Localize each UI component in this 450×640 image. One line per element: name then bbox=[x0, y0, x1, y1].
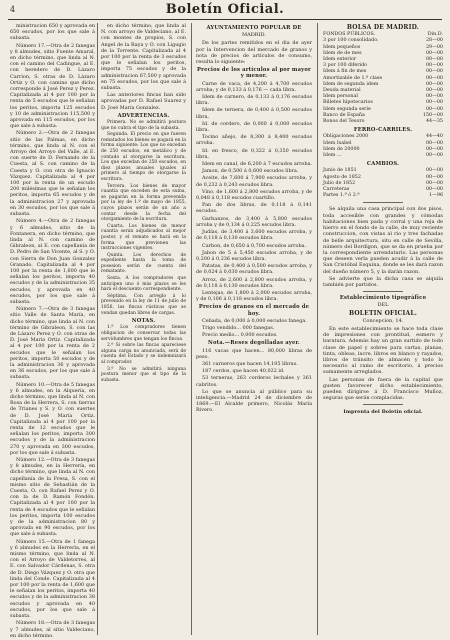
section-heading: Precios de los artículos al por mayor y menor. bbox=[197, 67, 311, 80]
row-label: Banco de España bbox=[323, 112, 365, 118]
row-label: Idem de de mes bbox=[323, 50, 362, 56]
row-value: 00—00 bbox=[425, 57, 443, 63]
row-value: 00—00 bbox=[425, 75, 443, 81]
row-value: 00—00 bbox=[425, 168, 443, 174]
paragraph: Segunda. El precio en que fueren rematados los bienes se pagará en la forma siguiente: Los que no excedan de 250 escudos, en metálico y de contado al otorgarse la escritura. Los que excedan de 250 escudos, en diez plazos anuales iguales al primero al tiempo de otorgarse la escritura. bbox=[101, 132, 186, 182]
table-row bbox=[323, 153, 443, 159]
paragraph: Se advierte que la dicha casa se alquila también por partidos. bbox=[323, 275, 443, 288]
row-value: 00—00 bbox=[425, 146, 443, 152]
paragraph: Quinta. Los derechos de expediente hasta la toma de posesion serán de cuenta del rematante. bbox=[101, 252, 186, 275]
price-item: Jabon de 5 á 5,450 escudos arroba, y de 0,200 á 0,236 escudos libra. bbox=[196, 249, 312, 262]
paragraph: Número 10.—Otra de 5 fanegas y 6 almudes, en la Alquería, en dicho término, que linda al N. con Rosa de la Herrera, S. con tierras de Trianes y S. y O. con suertes de D. José María Ortiz. Capitalizada al 4 por 100 por la renta de 12 escudos que le señalan los peritos, importa 300 escudos y de la administracion 270 y aprovada en 300 escudos, por los que sale á subasta. bbox=[10, 381, 95, 456]
paragraph: Lo que se anuncia al público para su inteligencia.—Madrid 24 de diciembre de 1869.—El Alcalde primero, Nicolás María Rivero. bbox=[196, 388, 312, 414]
paragraph: 2.ª Si sobre las fincas apareciese alguna carga no anunciada, será de cuenta del Estado y se indemnizará al comprador. bbox=[101, 343, 186, 365]
paragraph: 1.ª Los compradores tienen obligacion de conservar todas las servidumbres que tengan los fincas. bbox=[101, 325, 186, 342]
paragraph: Tercera. Los bienes de mayor cuantía que exceden de esta suma, se pagarán en la forma prevenida por la ley de 1.º de mayo de 1855, cuyos plazos serán de un año a contar desde la fecha del otorgamiento de la escritura. bbox=[101, 183, 186, 223]
row-label: Idem á fin de mes bbox=[323, 69, 367, 75]
row-label: Deuda material bbox=[323, 88, 361, 94]
row-value: 00—00 bbox=[425, 81, 443, 87]
paragraph: 3.ª No se admitirá ninguna postura menor que el tipo de la subasta. bbox=[101, 366, 186, 383]
imprint: Imprenta del Boletín oficial. bbox=[343, 409, 423, 416]
column-ayuntamiento bbox=[196, 23, 312, 635]
paragraph: Número 4.—Otra de 2 fanegas y 6 almudes, sitio de la Fontanera, en dicho término, que linda al N. con camino de Gibraleon, al E. con capellanía de D. Pedro de San Vicente, al S. y O. con Sierra de Don Juan Gonzalez Granado. Capitalizada al 4 por 100 por la renta de 1,600 que le señalan los peritos, importa 40 escudos y de la administracion 35 escudos, y aprovada en 40 escudos, por los que sale á subasta. bbox=[10, 218, 96, 305]
grain-item: Cebada, de 0,000 á 0,000 escudos fanega. bbox=[202, 317, 307, 324]
row-value: 00—00 bbox=[425, 153, 443, 159]
paragraph: 116 vacas que hacen... 80,000 libras de peso. bbox=[196, 347, 312, 360]
price-item: Carne de vaca, de 4,200 á 4,700 escudos arroba; y de 0,133 á 0,176 — cada libra. bbox=[196, 80, 312, 93]
table-row bbox=[323, 119, 443, 125]
section-heading: FERRO-CARRILES. bbox=[353, 127, 413, 134]
row-value: 150—00 bbox=[422, 112, 443, 118]
row-value: 00—00 bbox=[425, 187, 443, 193]
row-value: 00—00 bbox=[425, 88, 443, 94]
row-label: Idem ... bbox=[323, 153, 342, 159]
price-item: Jamon, de 0,500 á 0,600 escudos libra. bbox=[202, 168, 299, 175]
row-label: Julio de 1852 bbox=[323, 180, 356, 186]
row-label: Bonos del Tesoro bbox=[323, 119, 365, 125]
price-item: Aceite, de 7,600 á 7,900 escudos arroba, y de 0,232 á 0,243 escudos libra. bbox=[196, 175, 312, 188]
paragraph: 53 terneras, 263 corderos lechales y 361 cabritos. bbox=[196, 375, 312, 388]
paragraph: De los partes remitidos en el dia de ayer por la Intervencion del mercado de granos y nota de precios de artículos de consumo, resulta lo siguiente: bbox=[196, 40, 312, 66]
price-item: Pan de dos libras, de 0,118 á 0,141 escudos. bbox=[196, 202, 312, 215]
bolsa-table bbox=[323, 168, 443, 199]
row-value: 44—35 bbox=[425, 119, 443, 125]
price-item: Idem en canal, de 6,200 á 7 escudos arroba. bbox=[202, 161, 312, 168]
row-label: Idem exterior bbox=[323, 57, 357, 63]
bolsa-table bbox=[323, 134, 443, 159]
row-label: Idem personal bbox=[323, 94, 358, 100]
price-item: Tocino añejo, de 8,300 á 8,400 escudos arroba. bbox=[196, 134, 312, 147]
row-label: Idem Isabel bbox=[323, 140, 352, 146]
price-item: Vino, de 1,600 á 2,800 escudos arroba, y de 0,048 á 0,118 escudos cuartillo. bbox=[196, 188, 312, 202]
paragraph: 361 carneros que hacen 14,105 libras. bbox=[202, 360, 298, 367]
price-item: Id. en fresco, de 0,322 á 0,350 escudos libra. bbox=[196, 147, 312, 160]
paragraph: En este establecimiento se hace toda clase de impresiones con prontitud, esmero y baratura. Además hay un gran surtido de todo clase de papel y sobres para cartas, planas, tinta, obleas, lacre, libros en blanco y rayados, libros de tránsito de almacén y todo lo necesario al ramo de escritorio, á precios sumamente arreglados. bbox=[323, 325, 443, 376]
bolsa-table bbox=[323, 38, 443, 125]
price-item: Carbon, de 0,650 á 0,700 escudos arroba. bbox=[202, 242, 307, 249]
paragraph: Número 18.—Otra de 3 fanegas y 7 almudes, al sitio Valdeciano, en dicho término. bbox=[10, 620, 95, 639]
row-value: 29—00 bbox=[425, 44, 443, 50]
row-value: 44—40 bbox=[425, 134, 443, 140]
row-label: Agosto de 1852 bbox=[323, 174, 361, 180]
divider bbox=[363, 202, 403, 203]
paragraph: Cuarta. Los bienes de menor cuantía serán adjudicados al mejor postor, y el remate se hará en la forma que previenen las instrucciones vigentes. bbox=[101, 223, 186, 252]
row-label: Carreteras bbox=[323, 187, 350, 193]
paragraph: en dicho término, que linda al N. con arroyo de Valdeciano, al E. con montes de propios, S. con Angel de la Raya y O. con Ligugio de la Torrente. Capitalizada al 4 por 100 por la renta de 3 escudos que le señalan los peritos, importa 75 escudos y de la administracion 67,500 y aprovada en 75 escudos, por los que sale á subasta. bbox=[101, 23, 186, 92]
row-label: Junio de 1851 bbox=[323, 168, 357, 174]
column-divider bbox=[97, 23, 98, 635]
page-header bbox=[0, 0, 450, 20]
row-value: 00—00 bbox=[425, 50, 443, 56]
row-value: 00—00 bbox=[425, 69, 443, 75]
row-label: Idem pequeños bbox=[323, 44, 361, 50]
paragraph: Número 17.—Otra de 2 fanegas y 8 almudes, sitio Fuente Amaral, en dicho término, que linda al N. con el camino del Cadingue, al E. con heredero de D. Lázaro Carrion, S. otras de D. Lázaro Ortiz y O. con camino que dicho corresponde á José Perez y Perez. Capitalizada al 4 por 100 por la renta de 5 escudos que le señalan los peritos, importa 125 escudos y 10 de administracion 115,500 y aprovada en 115 escudos, por los que sale á subasta. bbox=[10, 42, 95, 130]
section-heading: BOLETIN OFICIAL. bbox=[348, 309, 418, 317]
paragraph: Número 15.—Otra de 1 fanega y 6 almudes en la Herrería, en el mismo término, que linda al N. con el Arroyo de Valdetorres, al E. con Salvador Cárdenas, S. otra de D. Diego Vázquez y O. otra que linda del Conde. Capitalizada al 4 por 100 por la renta de 1,600 que le señalan los peritos, importa 40 escudos y de la administracion 38 escudos y aprovada en 40 escudos, por los que sale á subasta. bbox=[10, 538, 95, 620]
paragraph: Las anteriores fincas han sido aprovadas por D. Rafael Suarez y D. José María Gonzalez. bbox=[101, 92, 186, 111]
divider bbox=[363, 291, 403, 292]
paragraph: Número 12.—Otra de 3 fanegas y 8 almudes, en la Herrería, en dicho término, que linda al N. con capellanía de la Fresa, S. con el mismo sitio de Sebastián de la Cuesta, O. con Rafael Perez y O. con la de D. Ramón Fondón. Capitalizada al 4 por 100 por la renta de 4 escudos que le señalan los peritos, importa 100 escudos y de la administracion 80 y aprovada en 90 escudos, por los que sale á subasta. bbox=[10, 457, 95, 538]
divider bbox=[363, 404, 403, 405]
section-heading: Nota.—Reses degolladas ayer. bbox=[208, 340, 300, 347]
price-item: Id. de cordero, de 0,000 á 0,000 escudos libra. bbox=[196, 120, 312, 134]
paragraph: Sexta. A los compradores que anticipen uno ó más plazos se les hará el descuento correspondiente. bbox=[101, 276, 186, 293]
paragraph: Las personas de fuera de la capital que gusten favorecer dicho establecimiento, pueden dirigirse á D. Francisco Muñoz, seguras que serán complacidas. bbox=[323, 376, 443, 402]
row-label: Idem de 20000 bbox=[323, 146, 360, 152]
section-heading: NOTAS. bbox=[131, 318, 156, 325]
section-heading: Establecimiento tipográfico bbox=[339, 295, 427, 302]
column-divider bbox=[317, 23, 318, 635]
row-value: 00—00 bbox=[425, 106, 443, 112]
grain-item: Precio medio... 0,000 escudos. bbox=[202, 332, 278, 339]
paragraph: Séptima. Con arreglo á lo prevenido en la ley de 11 de julio de 1856, las fincas rústicas que se vendan quedan libres de cargas. bbox=[101, 293, 186, 316]
section-heading: CAMBIOS. bbox=[366, 161, 400, 168]
section-heading: ADVERTENCIAS. bbox=[117, 112, 170, 119]
table-row bbox=[323, 193, 443, 199]
row-value: 00—00 bbox=[425, 174, 443, 180]
row-value: 00—00 bbox=[425, 63, 443, 69]
row-label: Idem de segunda idem bbox=[323, 81, 379, 87]
column-subastas bbox=[10, 23, 96, 639]
row-label: Billetes hipotecarios bbox=[323, 100, 373, 106]
paragraph: 187 cerdos, que hacen 40,022 id. bbox=[202, 368, 285, 375]
row-label: Partes 1.ª ó 2.ª bbox=[323, 193, 360, 199]
grain-item: Trigo vendido... 000 fanegas. bbox=[202, 324, 275, 331]
row-value: 1—96 bbox=[429, 193, 443, 199]
paragraph: Número 2.—Otra de 2 fanegas sitio de las Palmas, en dicho término, que linda al N. con el Arroyo del Arroyo del Valle, al E. con suerte de D. Fernando de la Cuesta, al S. con camino de la Cuesta y O. con otra de Ignacio Vázquez. Capitalizada al 4 por 100 por la renta de un escudo 200 milésimas que le señalan los peritos, importa 65 escudos y de la administracion 27 y aprovada en 30 escudos, por los que sale á subasta. bbox=[10, 130, 95, 218]
section-subheading: DEL bbox=[377, 302, 389, 309]
table-header-value: Din.D. bbox=[427, 32, 443, 38]
section-heading: BOLSA DE MADRID. bbox=[346, 24, 420, 31]
row-label: Amortizable de 1.ª clase bbox=[323, 75, 383, 81]
row-label: 3 por 100 consolidado. bbox=[323, 38, 379, 44]
price-item: Idem de carnero, de 0,133 á 0,176 escudos libra. bbox=[196, 94, 312, 107]
row-label: Idem segunda serie bbox=[323, 106, 371, 112]
column-advertencias bbox=[101, 23, 186, 635]
price-item: Patatas, de 0,400 á 0,500 escudos arroba, y de 0,024 á 0,030 escudos libra. bbox=[196, 263, 312, 276]
section-subheading: MADRID. bbox=[242, 32, 266, 39]
section-subheading: Concepcion, 14. bbox=[362, 317, 404, 324]
column-divider bbox=[191, 23, 192, 635]
row-label: Obligaciones 2000 bbox=[323, 134, 369, 140]
paragraph: ministracion 650 y aprovada en 650 escudos, por los que sale á subasta. bbox=[10, 23, 95, 42]
column-bolsa bbox=[323, 23, 443, 635]
paragraph: Se alquila una casa principal con dos pisos, toda accesible con grandes y cómodas habitaciones bien pada y corral y una reja de hierro en el fondo de la calle, de muy reciente construccion, con vistas al rio y tres fachadas de belle arquitectura, situ en calle de Sevilla, número del Bordigon, que se da en prueba por la correspondiente arrendatario. Las personas que deseen verla pueden acudir á la calle de San Cristóbal Esquina, donde se les dará razon del dueño número 5, y la darán razon. bbox=[323, 206, 443, 275]
row-value: 28—00 bbox=[425, 38, 443, 44]
row-value: 00—00 bbox=[425, 94, 443, 100]
price-item: Garbanzos, de 3,400 á 5,800 escudos arroba y de 0,134 á 0,225 escudos libra. bbox=[196, 215, 312, 228]
section-heading: Precios de granos en el mercado de hoy. bbox=[198, 304, 310, 317]
header-rule bbox=[8, 19, 442, 20]
section-heading: AYUNTAMIENTO POPULAR DE bbox=[206, 25, 302, 31]
price-item: Judías, de 3,400 á 3,600 escudos arroba, y de 0,118 á 0,130 escudos libra. bbox=[196, 229, 312, 242]
page-number: 4 bbox=[10, 5, 16, 14]
row-value: 00—00 bbox=[425, 180, 443, 186]
row-label: 3 por 100 diferido bbox=[323, 63, 368, 69]
page-title: Boletín Oficial. bbox=[165, 2, 285, 17]
paragraph: Número 7.—Otra de 3 fanegas sitio Valle de Santa María, en dicho término, que linda al N. con término de Gibraleon, S. con las de Lázaro Perez y O. con otras de D. José María Ortiz. Capitalizada al 4 por 100 por la renta de 2 escudos que le señalan los peritos, importa 50 escudos y de la administracion 36 y aprovada en 36 escudos, por los que sale á subasta. bbox=[10, 306, 95, 381]
price-item: Arroz, de 2,600 á 2,800 escudos arroba, y de 0,118 á 0,130 escudos libra. bbox=[196, 276, 312, 289]
row-value: 00—00 bbox=[425, 140, 443, 146]
price-item: Lentejas, de 1,800 á 2,000 escudos arroba, y de 0,106 á 0,118 escudos libra. bbox=[196, 289, 312, 303]
paragraph: Primera. No se admitirá postura que no cubra el tipo de la subasta. bbox=[101, 120, 186, 131]
table-header-label: FONDOS PÚBLICOS. bbox=[323, 32, 376, 38]
row-value: 00—00 bbox=[425, 100, 443, 106]
price-item: Idem de ternera, de 0,400 á 0,500 escudos libra. bbox=[196, 107, 312, 120]
